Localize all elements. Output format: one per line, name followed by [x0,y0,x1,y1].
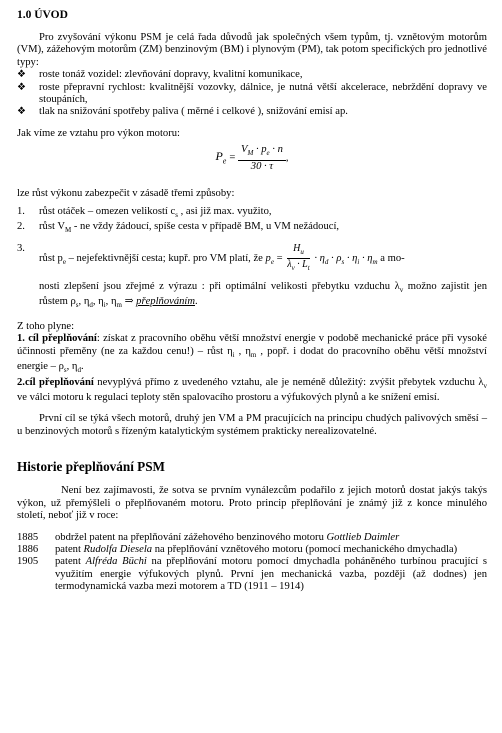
list-item: ❖ roste tonáž vozidel: zlevňování dopravy, kvalitní komunikace, [17,69,303,81]
list-item: 1886 patent Rudolfa Diesela na přeplňování vznětového motoru (pomocí mechanického dmychadla) [17,543,458,555]
closing-paragraph: První cíl se týká všech motorů, druhý jen VM a PM pracujících na principu chudých palivových směsí – u benzinových motorů s řízeným katalytickým systémem prakticky nerealizovatelné. [17,413,487,437]
formula-fraction: $\frac{V_M \cdot p_e \cdot n}{30 \cdot \tau}$ [238,144,286,173]
list-item: 3. růst $p_e$ – nejefektivnější cesta; kupř. pro VM platí, že $p_e$ = $\frac{H_u}{\lambda_v \cdot L_t} \cdot \eta_d \cdot \rho_s \cdot \eta_i \cdot \eta_m$ a mo- [17,242,405,272]
reasons-list [17,69,487,119]
formula-intro: Jak víme ze vztahu pro výkon motoru: [17,127,180,139]
ways-intro: lze růst výkonu zabezpečit v zásadě třemi způsoby: [17,188,235,200]
emphasis-preplnovani: přeplňováním [136,296,196,308]
section-title-uvod: 1.0 ÚVOD [17,9,68,21]
history-intro: Není bez zajímavosti, že sotva se prvním vynálezcům podařilo z jejich motorů dostat jakýs takýs výkon, už přemýšleli o přeplňovaném motoru. Proto princip přeplňování je známý již z konce minulého století, neboť již v roce: [17,485,487,522]
ways-list [17,206,487,276]
list-item: ❖ roste přepravní rychlost: kvalitnější vozovky, dálnice, je nutná větší akcelerace, nebrždění dopravy ve stoupáních, [17,81,487,106]
diamond-bullet-icon: ❖ [17,81,26,93]
list-item: 1. růst otáček – omezen velikostí $c_s$ , asi již max. využito, [17,205,272,219]
diamond-bullet-icon: ❖ [17,106,26,118]
inline-fraction: $\frac{H_u}{\lambda_v \cdot L_t}$ [287,242,310,272]
intro-paragraph: Pro zvyšování výkonu PSM je celá řada důvodů jak společných všem typům, tj. vznětovým motorům (VM), zážehovým motorům (ZM) benzinovým (BM) i plynovým (PM), tak potom specifických pro jednotlivé typy: [17,32,487,68]
history-timeline [17,532,487,594]
list-item: ❖ tlak na snižování spotřeby paliva ( měrné i celkové ), snižování emisí ap. [17,106,348,118]
list-item: 2. růst $V_M$ - ne vždy žádoucí, spíše cesta v případě BM, u VM nežádoucí, [17,221,340,235]
diamond-bullet-icon: ❖ [17,69,26,81]
list-item: 1905 patent Alfréda Büchi na přeplňování motoru pomocí dmychadla poháněného turbínou pracující s využitím energie výfukových plynů. První jen mechanická vazba, později (až dodnes) jen termodynamická vazba mezi motorem a TD (1911 – 1914) [17,556,487,593]
power-formula: $P_e$ = $\frac{V_M \cdot p_e \cdot n}{30 \cdot \tau}$ , [215,144,289,172]
conclusion-heading: Z toho plyne: [17,320,75,332]
list-item: 1885 obdržel patent na přeplňování zážehového benzinového motoru Gottlieb Daimler [17,531,400,543]
goal-2: 2.cíl přeplňování nevyplývá přímo z uvedeného vztahu, ale je neméně důležitý: zvýšit přebytek vzduchu $\lambda_v$ ve válci motoru k regulaci teploty stěn spalovacího prostoru a výfukových plynů a ke snížení emisí. [17,376,487,404]
way3-continuation: nosti zlepšení jsou zřejmé z výrazu : při optimální velikosti přebytku vzduchu $\lambda_v$ možno zajistit jen růstem $\rho_s$, $\eta_d$, $\eta_i$, $\eta_m$ ⇒ přeplňováním. [39,280,487,310]
goal-1: 1. cíl přeplňování: získat z pracovního oběhu větší množství energie v podobě mechanické práce při vysoké účinnosti přeměny (ne za každou cenu!) – růst $\eta_i$ , $\eta_m$ , popř. i dodat do pracovního oběhu větší množství energie – $\rho_s$, $\eta_d$. [17,333,487,375]
section-title-historie: Historie přeplňování PSM [17,459,165,475]
